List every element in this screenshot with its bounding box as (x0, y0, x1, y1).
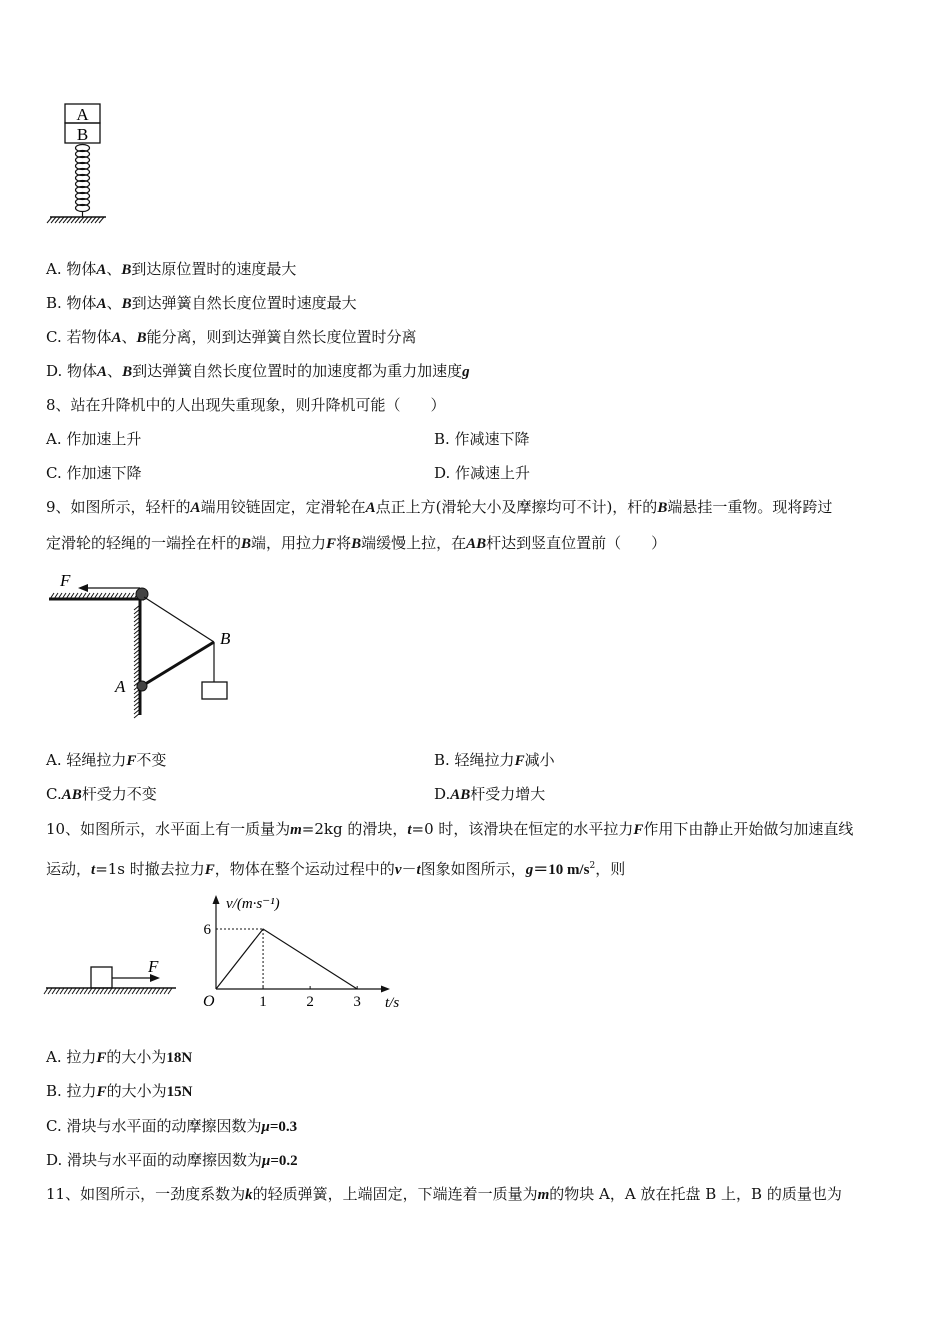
q9-stem-line2: 定滑轮的轻绳的一端拴在杆的B端，用拉力F将B端缓慢上拉，在AB杆达到竖直位置前（ ） (46, 534, 667, 552)
y-axis-label: v/(m·s⁻¹) (226, 896, 280, 912)
hatch-stroke (44, 988, 48, 994)
hatch-stroke (156, 988, 160, 994)
axis-ticks (204, 922, 361, 1010)
hatch-stroke (140, 988, 144, 994)
hatch-stroke (60, 988, 64, 994)
slider-block (91, 967, 112, 988)
hatch-stroke (56, 988, 60, 994)
hatch-stroke (120, 988, 124, 994)
ground-hatch (47, 217, 104, 223)
hatch-stroke (104, 988, 108, 994)
hatch-stroke (96, 988, 100, 994)
block-b-label: B (76, 125, 89, 144)
q9-option-a: A. 轻绳拉力F不变 (46, 751, 167, 769)
q10-stem-line2: 运动，t=1s 时撤去拉力F，物体在整个运动过程中的v－t图象如图所示，g＝10 $m/s^2$，则 (46, 860, 626, 878)
hatch-stroke (124, 988, 128, 994)
x-tick-label: 2 (306, 994, 314, 1010)
force-arrowhead (78, 584, 88, 592)
hatch-stroke (112, 988, 116, 994)
x-axis-label: t/s (385, 995, 400, 1011)
q7-option-a: A. 物体A、B到达原位置时的速度最大 (46, 260, 297, 278)
hatch-stroke (148, 988, 152, 994)
x-tick-label: 3 (353, 994, 361, 1010)
hatch-stroke (76, 988, 80, 994)
hatch-stroke (128, 988, 132, 994)
hatch-stroke (84, 988, 88, 994)
hatch-stroke (108, 988, 112, 994)
hatch-stroke (100, 988, 104, 994)
series-line (216, 929, 357, 989)
q7-option-c: C. 若物体A、B能分离，则到达弹簧自然长度位置时分离 (46, 328, 417, 346)
q9-option-c: C.AB杆受力不变 (46, 785, 157, 803)
hatch-stroke (88, 988, 92, 994)
origin-label: O (203, 993, 215, 1010)
hatch-stroke (152, 988, 156, 994)
q7-option-d: D. 物体A、B到达弹簧自然长度位置时的加速度都为重力加速度g (46, 362, 470, 380)
q10-option-b: B. 拉力F的大小为15N (46, 1082, 193, 1100)
y-axis-arrowhead (213, 895, 220, 904)
hatch-stroke (92, 988, 96, 994)
q7-option-b: B. 物体A、B到达弹簧自然长度位置时速度最大 (46, 294, 357, 312)
q10-option-c: C. 滑块与水平面的动摩擦因数为μ=0.3 (46, 1117, 298, 1135)
hatch-stroke (72, 988, 76, 994)
hatch-stroke (160, 988, 164, 994)
hatch-stroke (164, 988, 168, 994)
pulley-rod-figure (44, 565, 244, 720)
point-a-label: A (115, 677, 126, 696)
hatch-stroke (168, 988, 172, 994)
block-a-label: A (76, 105, 89, 124)
ground-hatch-2 (44, 988, 172, 994)
pull-label: F (148, 957, 159, 976)
hatch-stroke (136, 988, 140, 994)
hatch-stroke (80, 988, 84, 994)
q10-option-d: D. 滑块与水平面的动摩擦因数为μ=0.2 (46, 1151, 298, 1169)
hatch-stroke (144, 988, 148, 994)
hatch-stroke (48, 988, 52, 994)
hatch-stroke (132, 988, 136, 994)
y-tick-label: 6 (203, 922, 211, 938)
q10-option-a: A. 拉力F的大小为18N (46, 1048, 193, 1066)
hatch-stroke (52, 988, 56, 994)
hatch-stroke (68, 988, 72, 994)
hatch-stroke (64, 988, 68, 994)
x-tick-label: 1 (259, 994, 267, 1010)
hanging-weight (202, 682, 227, 699)
force-label: F (60, 571, 71, 590)
q8-option-b: B. 作减速下降 (434, 430, 530, 448)
q9-option-d: D.AB杆受力增大 (434, 785, 546, 803)
q8-option-d: D. 作减速上升 (434, 464, 531, 482)
slider-figure (44, 955, 184, 1000)
x-axis-arrowhead (381, 986, 390, 993)
hatch-stroke (116, 988, 120, 994)
rope (144, 597, 214, 642)
q9-stem-line1: 9、如图所示，轻杆的A端用铰链固定，定滑轮在A点正上方(滑轮大小及摩擦均可不计)，杆的B端悬挂一重物。现将跨过 (46, 498, 833, 516)
q11-stem-line1: 11、如图所示，一劲度系数为k的轻质弹簧，上端固定，下端连着一质量为m的物块 A，A 放在托盘 B 上，B 的质量也为 (46, 1185, 842, 1203)
hinge-a (137, 681, 147, 691)
q9-option-b: B. 轻绳拉力F减小 (434, 751, 555, 769)
rod-ab (142, 642, 214, 686)
q8-option-c: C. 作加速下降 (46, 464, 142, 482)
spring-blocks-figure (44, 100, 114, 230)
q8-option-a: A. 作加速上升 (46, 430, 142, 448)
q10-stem-line1: 10、如图所示，水平面上有一质量为m=2kg 的滑块，t=0 时，该滑块在恒定的水平拉力F作用下由静止开始做匀加速直线 (46, 820, 854, 838)
spring-coil (76, 145, 90, 218)
vt-chart (196, 893, 400, 1018)
q8-stem: 8、站在升降机中的人出现失重现象，则升降机可能（ ） (46, 396, 446, 414)
point-b-label: B (220, 629, 231, 648)
